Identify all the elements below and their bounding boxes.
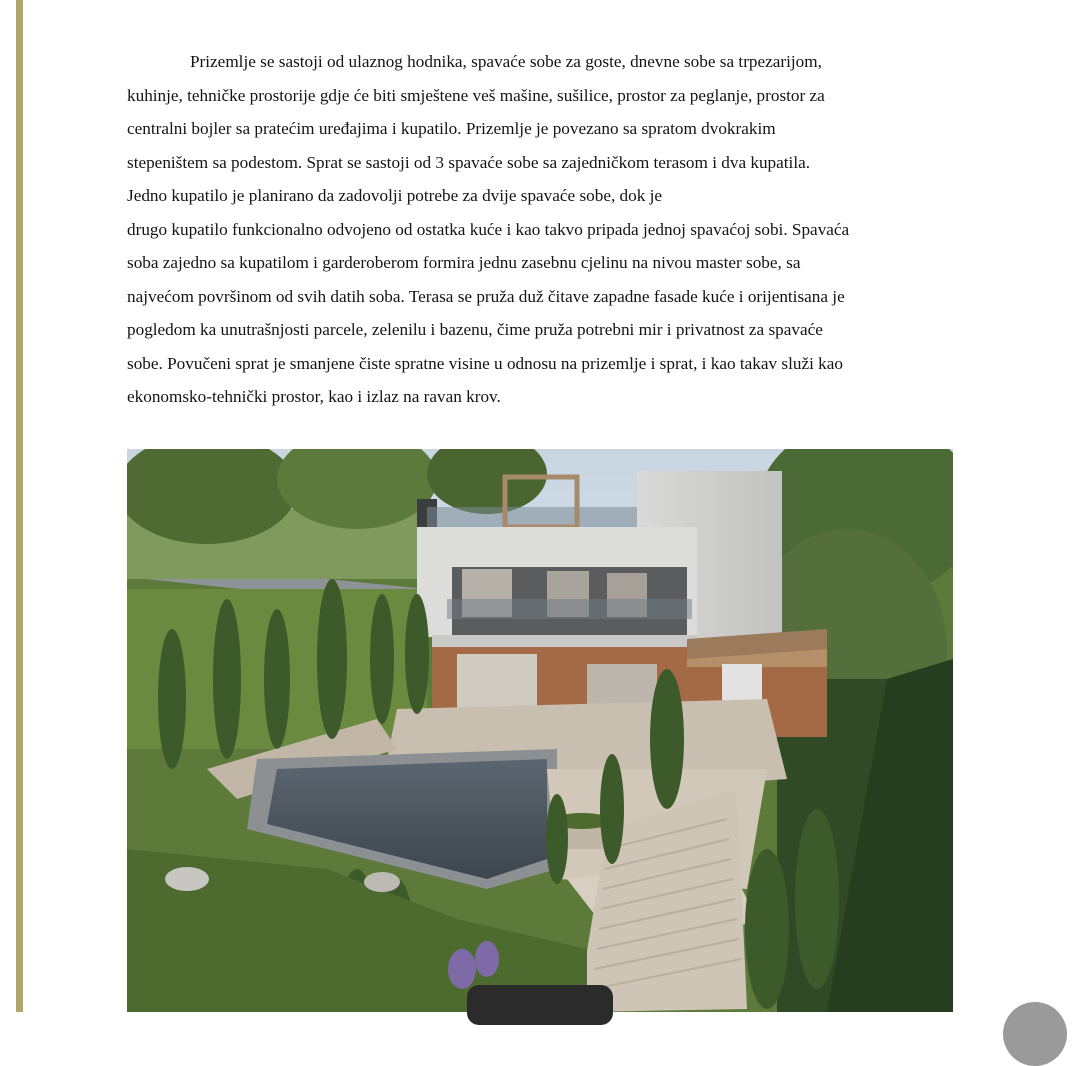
paragraph-line: Prizemlje se sastoji od ulaznog hodnika, spavaće sobe za goste, dnevne sobe sa trpezarijom,: [190, 52, 822, 71]
villa-rendering-image: [127, 449, 953, 1012]
page-left-rule: [16, 0, 23, 1012]
paragraph-line: sobe. Povučeni sprat je smanjene čiste spratne visine u odnosu na prizemlje i sprat, i kao takav služi kao: [127, 353, 843, 373]
document-paragraph: [127, 45, 957, 414]
paragraph-line: centralni bojler sa pratećim uređajima i kupatilo. Prizemlje je povezano sa spratom dvokrakim: [127, 119, 776, 138]
paragraph-line: ekonomsko-tehnički prostor, kao i izlaz na ravan krov.: [127, 387, 501, 406]
paragraph-line: drugo kupatilo funkcionalno odvojeno od ostatka kuće i kao takvo pripada jednoj spavaćoj sobi. Spavaća: [127, 219, 850, 239]
paragraph-line: stepeništem sa podestom. Sprat se sastoji od 3 spavaće sobe sa zajedničkom terasom i dva kupatila.: [127, 152, 811, 172]
paragraph-line: Jedno kupatilo je planirano da zadovolji potrebe za dvije spavaće sobe, dok je: [127, 186, 663, 205]
paragraph-line: soba zajedno sa kupatilom i garderoberom formira jednu zasebnu cjelinu na nivou master sobe, sa: [127, 253, 801, 272]
paragraph-line: kuhinje, tehničke prostorije gdje će biti smještene veš mašine, sušilice, prostor za peglanje, prostor za: [127, 85, 825, 105]
paragraph-line: najvećom površinom od svih datih soba. Terasa se pruža duž čitave zapadne fasade kuće i orijentisana je: [127, 286, 845, 306]
scroll-handle[interactable]: [467, 985, 613, 1025]
paragraph-line: pogledom ka unutrašnjosti parcele, zelenilu i bazenu, čime pruža potrebni mir i privatnost za spavaće: [127, 320, 823, 339]
